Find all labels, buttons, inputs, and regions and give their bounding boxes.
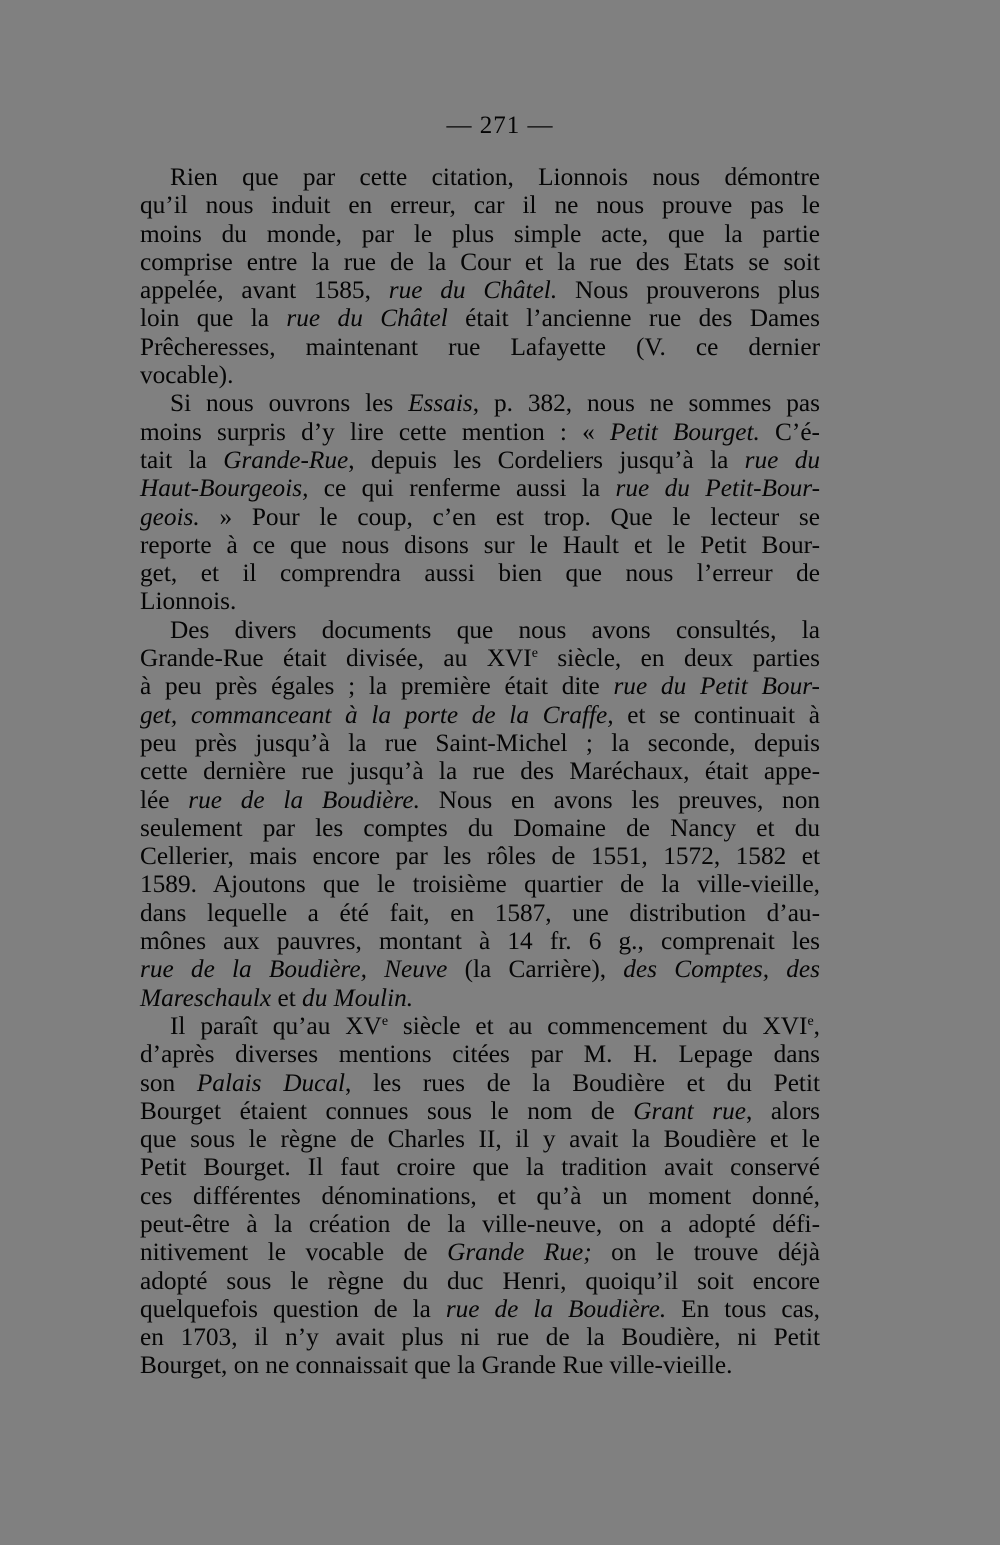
text-run: C’é- <box>759 417 820 446</box>
italic-text: Petit Bourget. <box>610 417 760 446</box>
paragraph <box>140 163 820 389</box>
text-line <box>140 333 820 361</box>
italic-text: Haut-Bourgeois, <box>140 474 309 503</box>
text-line <box>140 1125 820 1153</box>
text-run: mônes aux pauvres, montant à 14 fr. 6 g., comprenait les <box>140 927 820 956</box>
text-line <box>140 616 820 644</box>
text-line <box>140 842 820 870</box>
text-run: ce qui renferme aussi la <box>308 474 616 503</box>
text-run: 1589. Ajoutons que le troisième quartier de la ville-vieille, <box>140 870 820 899</box>
paragraph <box>140 616 820 1012</box>
superscript: e <box>531 646 538 662</box>
text-line <box>140 927 820 955</box>
text-line <box>140 1182 820 1210</box>
italic-text: rue du Châtel <box>286 304 448 333</box>
text-line <box>140 1040 820 1068</box>
text-line <box>140 1069 820 1097</box>
page-number: — 271 — <box>446 112 554 139</box>
italic-text: rue du Châtel. <box>388 276 558 305</box>
text-run: siècle, en deux parties <box>537 644 820 673</box>
italic-text: Essais <box>408 389 473 418</box>
text-run: on le trouve déjà <box>591 1238 821 1267</box>
text-line <box>140 786 820 814</box>
text-run: Nous prouverons plus <box>557 276 820 305</box>
italic-text: Grande-Rue <box>223 445 349 474</box>
text-line <box>140 729 820 757</box>
text-run: son <box>140 1068 197 1097</box>
text-line <box>140 248 820 276</box>
text-line <box>140 191 820 219</box>
text-run: nitivement le vocable de <box>140 1238 448 1267</box>
text-run: Petit Bourget. Il faut croire que la tradition avait conservé <box>140 1153 820 1182</box>
text-run: (la Carrière), <box>447 955 624 984</box>
italic-text: rue du <box>744 445 820 474</box>
text-run: à peu près égales ; la première était dite <box>140 672 614 701</box>
text-line <box>140 389 820 417</box>
text-line <box>140 870 820 898</box>
text-line <box>140 899 820 927</box>
text-line <box>140 559 820 587</box>
text-run: peu près jusqu’à la rue Saint-Michel ; la seconde, depuis <box>140 728 820 757</box>
italic-text: rue de la Boudière. <box>445 1294 667 1323</box>
text-run: peut-être à la création de la ville-neuve, on a adopté défi- <box>140 1209 820 1238</box>
italic-text: rue de la Boudière, Neuve <box>140 955 448 984</box>
text-run: qu’il nous induit en erreur, car il ne nous prouve pas le <box>140 191 820 220</box>
text-line <box>140 503 820 531</box>
text-run: moins surpris d’y lire cette mention : « <box>140 417 610 446</box>
text-run: que sous le règne de Charles II, il y avait la Boudière et le <box>140 1125 820 1154</box>
text-line <box>140 1097 820 1125</box>
text-line <box>140 1351 820 1379</box>
italic-text: Grande Rue; <box>447 1238 592 1267</box>
text-line <box>140 304 820 332</box>
text-run: , alors <box>745 1096 820 1125</box>
text-run: appelée, avant 1585, <box>140 276 389 305</box>
text-run: tait la <box>140 445 224 474</box>
text-run: siècle et au commencement du XVI <box>388 1011 808 1040</box>
text-run: Des divers documents que nous avons consultés, la <box>170 615 820 644</box>
text-line <box>140 446 820 474</box>
body-text <box>140 163 820 1380</box>
paragraph <box>140 389 820 615</box>
text-line <box>140 163 820 191</box>
superscript: e <box>807 1013 814 1029</box>
text-run: adopté sous le règne du duc Henri, quoiqu’il soit encore <box>140 1266 820 1295</box>
text-line <box>140 814 820 842</box>
italic-text: rue de la Boudière. <box>188 785 420 814</box>
text-line <box>140 1323 820 1351</box>
italic-text: Mareschaulx <box>140 983 272 1012</box>
text-run: , depuis les Cordeliers jusqu’à la <box>348 445 745 474</box>
text-line <box>140 361 820 389</box>
text-line <box>140 1238 820 1266</box>
text-line <box>140 531 820 559</box>
text-run: reporte à ce que nous disons sur le Hault et le Petit Bour- <box>140 530 820 559</box>
text-line <box>140 672 820 700</box>
text-run: loin que la <box>140 304 287 333</box>
text-line <box>140 276 820 304</box>
text-run: » Pour le coup, c’en est trop. Que le lecteur se <box>199 502 820 531</box>
text-run: d’après diverses mentions citées par M. H. Lepage dans <box>140 1040 820 1069</box>
text-run: quelquefois question de la <box>140 1294 446 1323</box>
italic-text: rue du Petit Bour- <box>613 672 820 701</box>
text-run: était l’ancienne rue des Dames <box>447 304 820 333</box>
text-run: Bourget, on ne connaissait que la Grande Rue ville-vieille. <box>140 1351 733 1380</box>
italic-text: rue du Petit-Bour- <box>615 474 821 503</box>
italic-text: du Moulin. <box>302 983 414 1012</box>
text-run: seulement par les comptes du Domaine de Nancy et du <box>140 813 820 842</box>
text-run: , <box>813 1011 820 1040</box>
text-line <box>140 984 820 1012</box>
italic-text: Grant rue <box>633 1096 746 1125</box>
text-line <box>140 474 820 502</box>
text-line <box>140 587 820 615</box>
text-line <box>140 1153 820 1181</box>
text-run: en 1703, il n’y avait plus ni rue de la Boudière, ni Petit <box>140 1323 820 1352</box>
paragraph <box>140 1012 820 1380</box>
text-line <box>140 1267 820 1295</box>
text-line <box>140 1210 820 1238</box>
text-line <box>140 757 820 785</box>
text-run: Grande-Rue était divisée, au XVI <box>140 644 532 673</box>
italic-text: Palais Ducal <box>196 1068 346 1097</box>
text-line <box>140 644 820 672</box>
text-run: et se continuait à <box>613 700 820 729</box>
text-run: Lionnois. <box>140 587 237 616</box>
text-line <box>140 701 820 729</box>
text-line <box>140 955 820 983</box>
superscript: e <box>381 1013 389 1029</box>
text-run: ces différentes dénominations, et qu’à un moment donné, <box>140 1181 820 1210</box>
text-run: , p. 382, nous ne sommes pas <box>472 389 820 418</box>
text-run: et <box>271 983 303 1012</box>
text-run: comprise entre la rue de la Cour et la rue des Etats se soit <box>140 247 820 276</box>
text-run: En tous cas, <box>666 1294 820 1323</box>
text-line <box>140 1012 820 1040</box>
text-run: Prêcheresses, maintenant rue Lafayette (V. ce dernier <box>140 332 820 361</box>
text-run: Bourget étaient connues sous le nom de <box>140 1096 634 1125</box>
text-run: Il paraît qu’au XV <box>170 1011 382 1040</box>
italic-text: get, commanceant à la porte de la Craffe, <box>140 700 614 729</box>
text-run: dans lequelle a été fait, en 1587, une distribution d’au- <box>140 898 820 927</box>
text-run: lée <box>140 785 189 814</box>
text-run: Cellerier, mais encore par les rôles de 1551, 1572, 1582 et <box>140 842 820 871</box>
text-run: Nous en avons les preuves, non <box>419 785 820 814</box>
text-run: vocable). <box>140 361 234 390</box>
text-run: get, et il comprendra aussi bien que nous l’erreur de <box>140 559 820 588</box>
italic-text: des Comptes, des <box>623 955 820 984</box>
text-run: Si nous ouvrons les <box>170 389 409 418</box>
text-line <box>140 220 820 248</box>
text-line <box>140 418 820 446</box>
text-run: moins du monde, par le plus simple acte, que la partie <box>140 219 820 248</box>
text-run: , les rues de la Boudière et du Petit <box>345 1068 821 1097</box>
text-line <box>140 1295 820 1323</box>
text-run: cette dernière rue jusqu’à la rue des Maréchaux, était appe- <box>140 757 820 786</box>
text-run: Rien que par cette citation, Lionnois nous démontre <box>170 163 820 191</box>
italic-text: geois. <box>140 502 200 531</box>
